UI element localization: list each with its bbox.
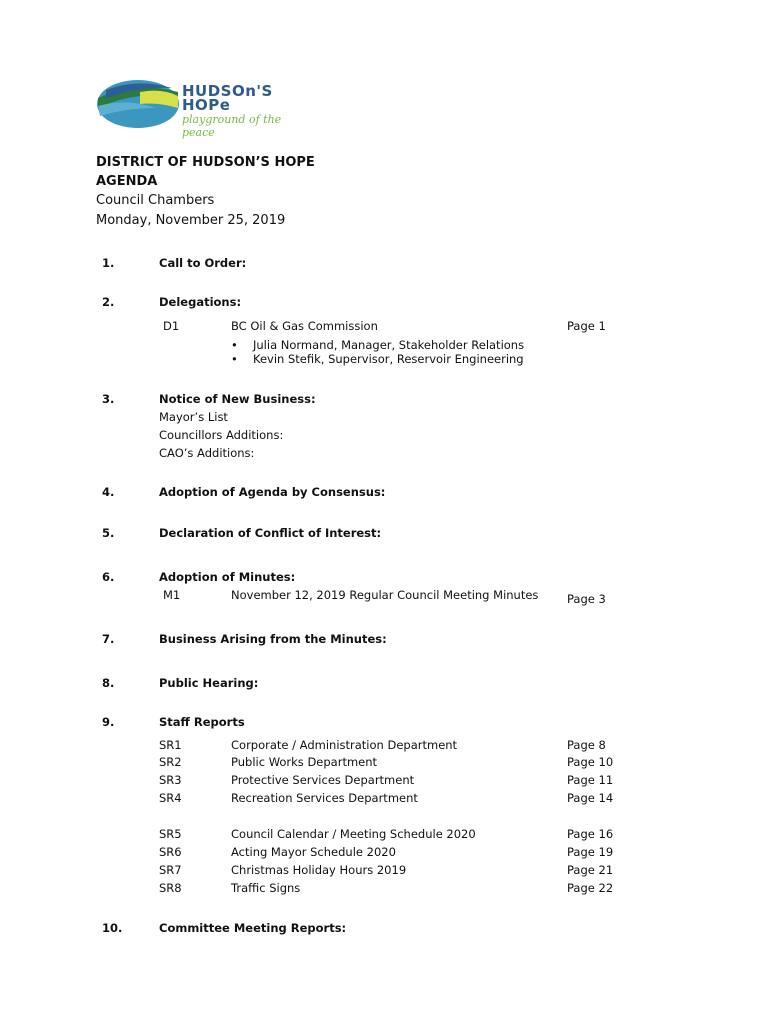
- item-number: 2.: [102, 295, 115, 309]
- item-title: Public Hearing:: [159, 676, 259, 690]
- item-number: 1.: [102, 256, 115, 270]
- report-code: SR5: [159, 827, 182, 841]
- delegation-page: Page 1: [567, 319, 606, 333]
- item-title: Notice of New Business:: [159, 392, 316, 406]
- item-title: Call to Order:: [159, 256, 247, 270]
- logo-wordmark: HUDSOn'S HOPe: [182, 82, 273, 114]
- item-number: 7.: [102, 632, 115, 646]
- report-desc: Public Works Department: [231, 755, 378, 769]
- item-number: 3.: [102, 392, 115, 406]
- item-title: Adoption of Minutes:: [159, 570, 296, 584]
- hudsons-hope-logo: [96, 78, 306, 139]
- report-page: Page 14: [567, 791, 614, 805]
- report-desc: Christmas Holiday Hours 2019: [231, 863, 407, 877]
- delegation-bullet: • Kevin Stefik, Supervisor, Reservoir Engineering: [231, 352, 524, 366]
- delegation-code: D1: [163, 319, 180, 333]
- report-desc: Traffic Signs: [231, 881, 301, 895]
- report-code: SR2: [159, 755, 182, 769]
- report-desc: Protective Services Department: [231, 773, 415, 787]
- item-number: 8.: [102, 676, 115, 690]
- report-desc: Recreation Services Department: [231, 791, 418, 805]
- item-title: Staff Reports: [159, 715, 245, 729]
- delegation-bullet: • Julia Normand, Manager, Stakeholder Relations: [231, 338, 525, 352]
- item-number: 9.: [102, 715, 115, 729]
- new-business-line: Mayor’s List: [159, 410, 228, 424]
- item-title: Business Arising from the Minutes:: [159, 632, 387, 646]
- meeting-location: Council Chambers: [96, 193, 215, 208]
- agenda-title: AGENDA: [96, 174, 158, 189]
- report-code: SR7: [159, 863, 182, 877]
- item-title: Committee Meeting Reports:: [159, 921, 347, 935]
- report-code: SR8: [159, 881, 182, 895]
- report-page: Page 8: [567, 738, 606, 752]
- report-page: Page 21: [567, 863, 614, 877]
- report-code: SR3: [159, 773, 182, 787]
- new-business-line: CAO’s Additions:: [159, 446, 255, 460]
- meeting-date: Monday, November 25, 2019: [96, 213, 286, 228]
- minutes-desc: November 12, 2019 Regular Council Meeting Minutes: [231, 588, 539, 602]
- report-desc: Corporate / Administration Department: [231, 738, 458, 752]
- minutes-code: M1: [163, 588, 181, 602]
- report-page: Page 16: [567, 827, 614, 841]
- delegation-desc: BC Oil & Gas Commission: [231, 319, 378, 333]
- item-number: 10.: [102, 921, 123, 935]
- report-page: Page 11: [567, 773, 614, 787]
- item-title: Delegations:: [159, 295, 242, 309]
- report-page: Page 19: [567, 845, 614, 859]
- report-desc: Acting Mayor Schedule 2020: [231, 845, 396, 859]
- report-desc: Council Calendar / Meeting Schedule 2020: [231, 827, 476, 841]
- item-number: 5.: [102, 526, 115, 540]
- item-title: Adoption of Agenda by Consensus:: [159, 485, 386, 499]
- district-title: DISTRICT OF HUDSON’S HOPE: [96, 155, 315, 170]
- report-code: SR1: [159, 738, 182, 752]
- logo-tagline: playground of the peace: [182, 113, 282, 139]
- report-code: SR4: [159, 791, 182, 805]
- report-page: Page 10: [567, 755, 614, 769]
- minutes-page: Page 3: [567, 592, 606, 606]
- logo-mark-icon: [96, 78, 180, 130]
- item-number: 4.: [102, 485, 115, 499]
- report-page: Page 22: [567, 881, 614, 895]
- report-code: SR6: [159, 845, 182, 859]
- item-title: Declaration of Conflict of Interest:: [159, 526, 382, 540]
- item-number: 6.: [102, 570, 115, 584]
- new-business-line: Councillors Additions:: [159, 428, 284, 442]
